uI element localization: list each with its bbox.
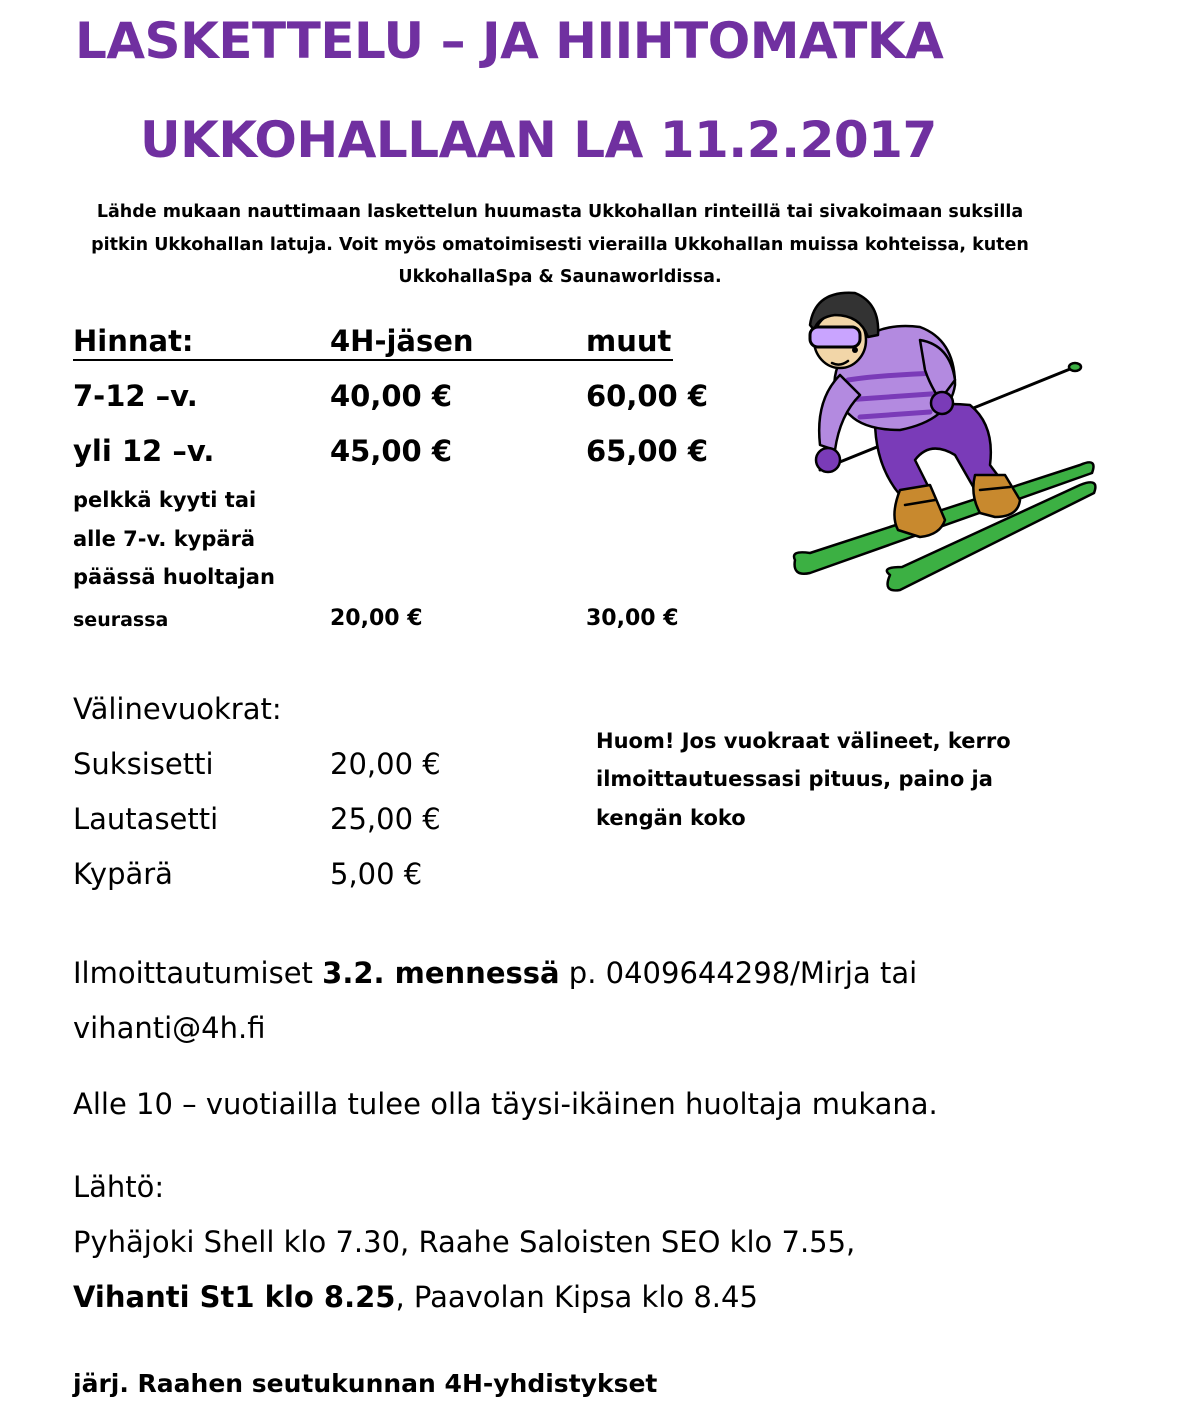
price-small-label-line: seurassa — [73, 609, 169, 631]
rental-item-label: Kypärä — [73, 857, 173, 891]
price-small-label-line: alle 7-v. kypärä — [73, 527, 256, 551]
departure-line-1: Pyhäjoki Shell klo 7.30, Raahe Saloisten SEO klo 7.55, — [73, 1225, 856, 1259]
registration-deadline: 3.2. mennessä — [322, 956, 560, 990]
skier-illustration — [780, 285, 1100, 595]
price-row-label: 7-12 –v. — [73, 379, 198, 413]
price-small-member: 20,00 € — [330, 606, 423, 631]
registration-line — [73, 956, 917, 990]
rentals-heading: Välinevuokrat: — [73, 692, 282, 726]
price-row-member: 45,00 € — [330, 434, 453, 468]
prices-header-label: Hinnat: — [73, 324, 194, 358]
rental-item-price: 20,00 € — [330, 747, 441, 781]
price-row-label: yli 12 –v. — [73, 434, 215, 468]
price-row-member: 40,00 € — [330, 379, 453, 413]
rental-item-price: 25,00 € — [330, 802, 441, 836]
rental-note-line: Huom! Jos vuokraat välineet, kerro — [596, 729, 1011, 753]
registration-prefix: Ilmoittautumiset — [73, 956, 323, 990]
rental-item-label: Lautasetti — [73, 802, 219, 836]
registration-email: vihanti@4h.fi — [73, 1011, 266, 1045]
rental-note-line: ilmoittautuessasi pituus, paino ja — [596, 767, 993, 791]
intro-line: Lähde mukaan nauttimaan laskettelun huumasta Ukkohallan rinteillä tai sivakoimaan suksilla — [96, 202, 1024, 222]
intro-line: pitkin Ukkohallan latuja. Voit myös omatoimisesti vierailla Ukkohallan muissa kohteissa, kuten — [91, 234, 1029, 255]
departure-main-stop: Vihanti St1 klo 8.25 — [73, 1280, 396, 1314]
price-row-other: 60,00 € — [586, 379, 709, 413]
title-line-2: UKKOHALLAAN LA 11.2.2017 — [140, 111, 937, 169]
organizer: järj. Raahen seutukunnan 4H-yhdistykset — [73, 1369, 658, 1398]
intro-paragraph — [60, 196, 1060, 294]
departure-heading: Lähtö: — [73, 1170, 165, 1204]
price-small-other: 30,00 € — [586, 606, 679, 631]
price-row-other: 65,00 € — [586, 434, 709, 468]
prices-header-other: muut — [586, 324, 672, 358]
rental-note-line: kengän koko — [596, 806, 746, 830]
prices-header-underline — [73, 359, 673, 361]
departure-line-2 — [73, 1280, 758, 1314]
price-small-label-line: pelkkä kyyti tai — [73, 488, 257, 512]
rental-item-label: Suksisetti — [73, 747, 214, 781]
departure-other-stop: , Paavolan Kipsa klo 8.45 — [395, 1280, 758, 1314]
prices-header-member: 4H-jäsen — [330, 324, 474, 358]
title-line-1: LASKETTELU – JA HIIHTOMATKA — [75, 12, 944, 70]
rental-item-price: 5,00 € — [330, 857, 423, 891]
registration-suffix: p. 0409644298/Mirja tai — [559, 956, 918, 990]
age-note: Alle 10 – vuotiailla tulee olla täysi-ikäinen huoltaja mukana. — [73, 1087, 938, 1121]
price-small-label-line: päässä huoltajan — [73, 565, 275, 589]
intro-line: UkkohallaSpa & Saunaworldissa. — [398, 267, 722, 287]
